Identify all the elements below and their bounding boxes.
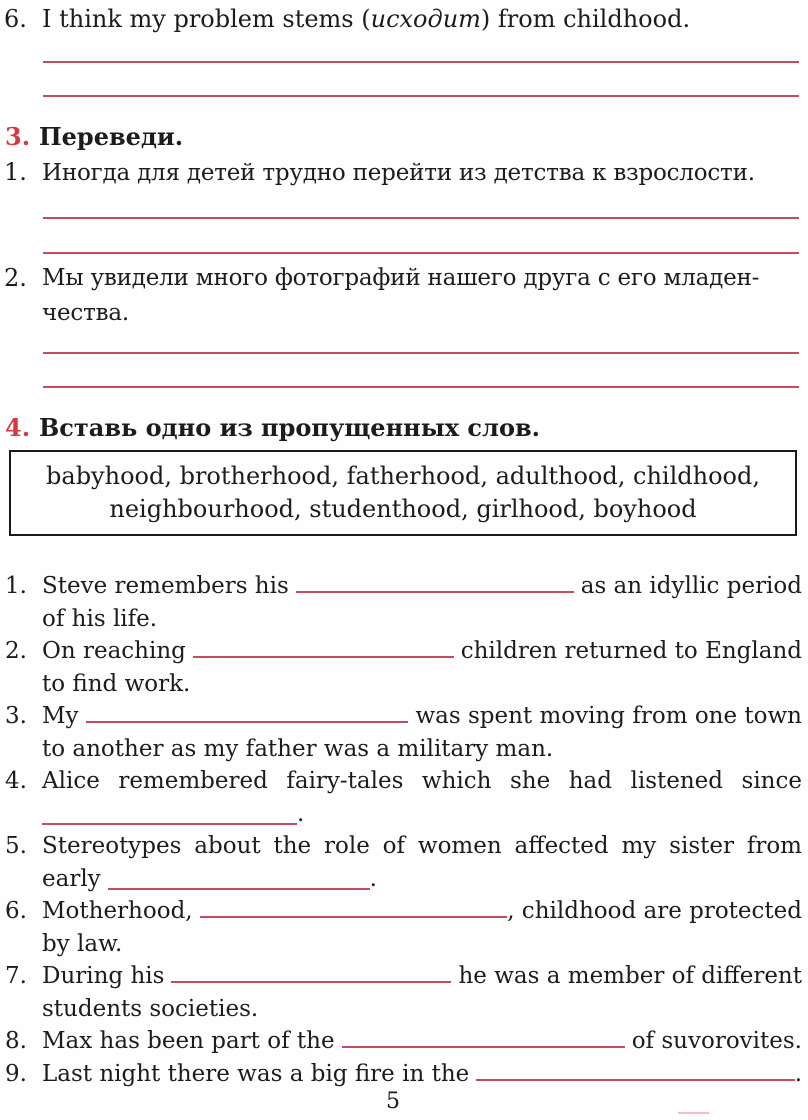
translate-item-2 bbox=[3, 261, 802, 331]
pink-print-artifact bbox=[678, 1112, 709, 1114]
sentence-line: to find work. bbox=[42, 670, 191, 697]
sentence-after-blank: . bbox=[297, 800, 305, 827]
item-number: 5. bbox=[5, 833, 27, 859]
sentence-line: students societies. bbox=[42, 995, 259, 1022]
russian-sentence-line-2: чества. bbox=[42, 300, 129, 326]
item-number: 1. bbox=[4, 158, 27, 186]
item-number: 8. bbox=[5, 1028, 27, 1054]
russian-sentence: Иногда для детей трудно перейти из детства к взрослости. bbox=[42, 160, 755, 186]
sentence-line bbox=[42, 1025, 802, 1058]
answer-rule bbox=[43, 217, 799, 219]
sentence-before-blank: Last night there was a big fire in the bbox=[42, 1060, 470, 1087]
sentence-after-blank: as an idyllic period bbox=[580, 573, 802, 599]
fill-item-6 bbox=[3, 895, 802, 960]
sentence-before-italic: I think my problem stems ( bbox=[42, 5, 371, 33]
word-bank-line-2: neighbourhood, studenthood, girlhood, boyhood bbox=[109, 495, 697, 523]
answer-blank bbox=[108, 875, 370, 890]
sentence-after-blank: of suvorovites. bbox=[631, 1028, 802, 1054]
sentence-line bbox=[42, 1058, 802, 1091]
item-number: 1. bbox=[5, 573, 27, 599]
answer-blank bbox=[193, 643, 454, 658]
answer-blank bbox=[476, 1066, 794, 1081]
sentence-line: by law. bbox=[42, 930, 123, 957]
sentence-after-italic: ) from childhood. bbox=[480, 5, 691, 33]
fill-item-7 bbox=[3, 960, 802, 1025]
sentence-before-blank: During his bbox=[42, 963, 165, 989]
sentence-after-blank: , childhood are protected bbox=[507, 898, 802, 924]
answer-blank bbox=[171, 968, 451, 983]
sentence-before-blank: Max has been part of the bbox=[42, 1028, 335, 1054]
answer-rule bbox=[43, 252, 799, 254]
fill-item-1 bbox=[3, 570, 802, 635]
answer-blank bbox=[296, 578, 574, 593]
section-title: Переведи. bbox=[39, 122, 184, 151]
answer-blank bbox=[42, 810, 297, 825]
word-bank-line-1: babyhood, brotherhood, fatherhood, adulthood, childhood, bbox=[46, 462, 760, 490]
sentence-before-blank: early bbox=[42, 865, 101, 892]
item-number: 7. bbox=[5, 963, 27, 989]
sentence-line bbox=[42, 798, 802, 831]
exercise-6-sentence bbox=[3, 3, 802, 36]
item-number: 2. bbox=[5, 638, 27, 664]
sentence-before-blank: Motherhood, bbox=[42, 898, 193, 924]
item-number: 2. bbox=[4, 264, 27, 292]
sentence-before-blank: On reaching bbox=[42, 638, 186, 664]
sentence-after-blank: children returned to England bbox=[460, 638, 802, 664]
fill-item-3 bbox=[3, 700, 802, 765]
item-number: 4. bbox=[5, 768, 27, 794]
answer-rule bbox=[43, 386, 799, 388]
answer-rule bbox=[43, 95, 799, 97]
fill-item-8 bbox=[3, 1025, 802, 1058]
sentence-line bbox=[42, 635, 802, 668]
sentence-line: Alice remembered fairy-tales which she had listened since bbox=[42, 768, 802, 794]
sentence-after-blank: . bbox=[369, 865, 377, 892]
page-number: 5 bbox=[386, 1089, 400, 1114]
answer-blank bbox=[342, 1033, 625, 1048]
answer-blank bbox=[200, 903, 508, 918]
item-number: 3. bbox=[5, 703, 27, 729]
sentence-after-blank: . bbox=[794, 1060, 802, 1087]
section-3-heading bbox=[5, 122, 795, 152]
section-4-heading bbox=[5, 413, 795, 443]
sentence-before-blank: My bbox=[42, 703, 79, 729]
answer-blank bbox=[86, 708, 409, 723]
section-number: 3. bbox=[5, 122, 31, 151]
sentence-before-blank: Steve remembers his bbox=[42, 573, 289, 599]
sentence-after-blank: was spent moving from one town bbox=[415, 703, 802, 729]
translate-item-1 bbox=[3, 156, 802, 190]
sentence-after-blank: he was a member of different bbox=[458, 963, 802, 989]
sentence-line bbox=[42, 895, 802, 928]
sentence-line: of his life. bbox=[42, 605, 158, 632]
fill-in-list bbox=[3, 570, 802, 1090]
section-number: 4. bbox=[5, 413, 31, 442]
item-number: 6. bbox=[5, 898, 27, 924]
sentence-line bbox=[42, 960, 802, 993]
answer-rule bbox=[43, 352, 799, 354]
fill-item-4 bbox=[3, 765, 802, 830]
russian-sentence-line-1: Мы увидели много фотографий нашего друга с его младен- bbox=[42, 265, 760, 291]
item-number: 6. bbox=[4, 5, 27, 33]
word-bank-box bbox=[9, 450, 797, 536]
item-number: 9. bbox=[5, 1060, 27, 1087]
sentence-line bbox=[42, 863, 802, 896]
sentence-text bbox=[42, 5, 690, 33]
sentence-line: Stereotypes about the role of women affected my sister from bbox=[42, 833, 802, 859]
answer-rule bbox=[43, 61, 799, 63]
sentence-line: to another as my father was a military man. bbox=[42, 735, 554, 762]
fill-item-5 bbox=[3, 830, 802, 895]
section-title: Вставь одно из пропущенных слов. bbox=[39, 413, 540, 442]
italic-translation: исходит bbox=[370, 5, 481, 33]
sentence-line bbox=[42, 570, 802, 603]
fill-item-9 bbox=[3, 1058, 802, 1091]
sentence-line bbox=[42, 700, 802, 733]
fill-item-2 bbox=[3, 635, 802, 700]
